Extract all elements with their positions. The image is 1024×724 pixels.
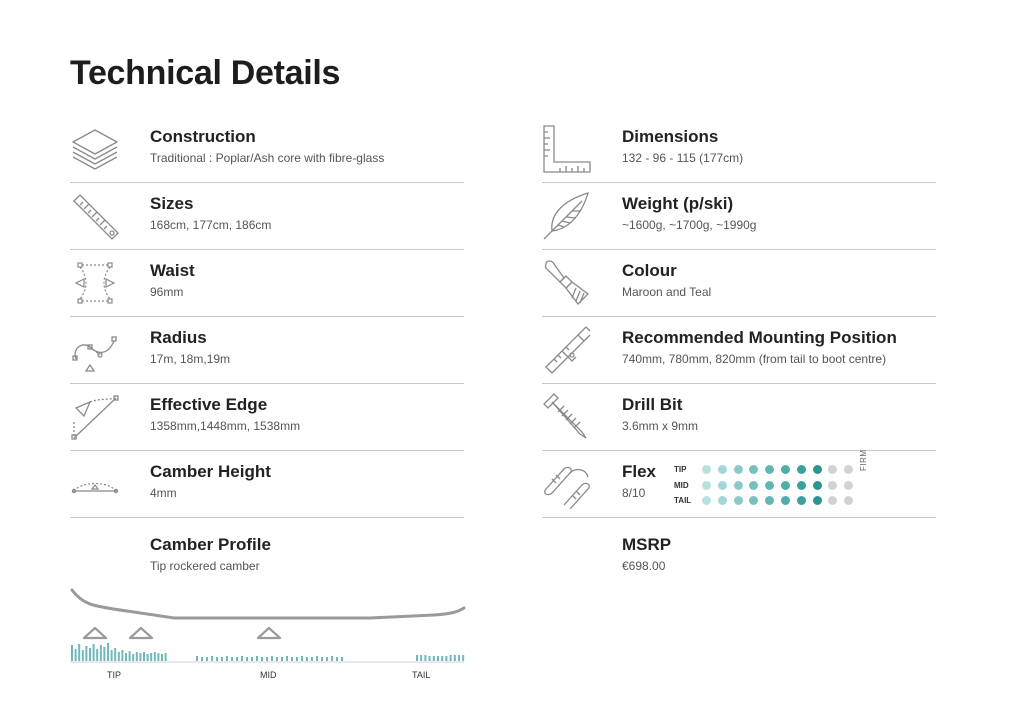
profile-zone-label: TIP (107, 670, 122, 680)
flex-bar (196, 656, 198, 661)
feather-icon (542, 191, 592, 241)
flex-dot-filled (813, 481, 822, 490)
ski-profile-line (72, 590, 464, 618)
flex-bar (82, 650, 84, 661)
flex-bar (281, 657, 283, 661)
spec-label: Camber Height (150, 462, 271, 481)
flex-bar (266, 657, 268, 661)
spec-row-flex (542, 451, 936, 518)
flex-bar (291, 657, 293, 661)
flex-bar (93, 644, 95, 661)
flex-dot-filled (749, 481, 758, 490)
spec-value: Traditional : Poplar/Ash core with fibre-glass (150, 151, 385, 165)
flex-bar (201, 657, 203, 661)
flex-row-mid (674, 478, 860, 494)
flex-dot-filled (765, 496, 774, 505)
edge-icon (70, 392, 120, 442)
flex-bar (462, 655, 464, 661)
flex-dot-filled (734, 465, 743, 474)
flex-bar (433, 656, 435, 661)
msrp-value: €698.00 (622, 559, 666, 573)
camber-profile-svg (70, 586, 466, 666)
flex-bar (107, 643, 109, 661)
spec-row-effective-edge (70, 384, 464, 451)
flex-bar (341, 657, 343, 661)
flex-bar (236, 657, 238, 661)
spec-row-dimensions (542, 116, 936, 183)
flex-zone-label: TAIL (674, 496, 692, 506)
flex-zone-label: MID (674, 480, 689, 490)
flex-dot-filled (813, 465, 822, 474)
flex-bar (154, 652, 156, 661)
contact-point-marker (130, 628, 152, 638)
ruler-icon (70, 191, 120, 241)
flex-bar (450, 655, 452, 661)
specs-left-column (70, 116, 464, 518)
flex-dot-empty (828, 481, 837, 490)
spec-label: Dimensions (622, 127, 719, 146)
paintbrush-icon (542, 258, 592, 308)
flex-bar (251, 657, 253, 661)
flex-bar (458, 655, 460, 661)
flex-bar (424, 655, 426, 661)
flex-bar (420, 655, 422, 661)
caliper-icon (542, 325, 592, 375)
camber-icon (70, 459, 120, 509)
flex-bar (103, 647, 105, 661)
flex-bar (331, 656, 333, 661)
flex-bar (211, 656, 213, 661)
flex-bar (316, 656, 318, 661)
flex-bar (71, 645, 73, 661)
flex-dot-filled (734, 481, 743, 490)
flex-bar (125, 653, 127, 661)
curve-icon (70, 325, 120, 375)
flex-bar (326, 657, 328, 661)
flex-dot-filled (781, 481, 790, 490)
msrp-label: MSRP (622, 535, 672, 554)
flex-bars-group (71, 643, 464, 661)
flex-bar (429, 656, 431, 661)
flex-bar (261, 657, 263, 661)
flex-bar (231, 657, 233, 661)
spec-value: ~1600g, ~1700g, ~1990g (622, 218, 757, 232)
flex-dot-filled (797, 465, 806, 474)
spec-value: 3.6mm x 9mm (622, 419, 699, 433)
flex-dot-filled (765, 481, 774, 490)
flex-dot-filled (765, 465, 774, 474)
flex-bar (150, 653, 152, 661)
flex-bar (445, 656, 447, 661)
flex-bar (321, 657, 323, 661)
layers-icon (70, 124, 120, 174)
spec-row-mounting-position (542, 317, 936, 384)
camber-profile-diagram (70, 586, 466, 682)
flex-bar (246, 657, 248, 661)
flex-bar (132, 654, 134, 661)
flex-dot-empty (828, 465, 837, 474)
spec-label: Weight (p/ski) (622, 194, 734, 213)
flex-bar (221, 657, 223, 661)
flex-bar (100, 645, 102, 661)
flex-bar (454, 655, 456, 661)
flex-bar (121, 650, 123, 661)
flex-dot-filled (734, 496, 743, 505)
spec-value: 168cm, 177cm, 186cm (150, 218, 272, 232)
flex-bar (75, 649, 77, 661)
flex-bar (416, 655, 418, 661)
flex-dot-empty (844, 465, 853, 474)
spec-value: 4mm (150, 486, 177, 500)
flex-row-tail (674, 493, 860, 509)
flex-bar (139, 653, 141, 661)
flex-bar (143, 652, 145, 661)
spec-value: 132 - 96 - 115 (177cm) (622, 151, 744, 165)
spec-value: Maroon and Teal (622, 285, 712, 299)
spec-row-weight (542, 183, 936, 250)
grip-trainer-icon (542, 459, 592, 509)
flex-dot-filled (702, 481, 711, 490)
flex-dot-filled (781, 496, 790, 505)
profile-zone-label: TAIL (412, 670, 431, 680)
spec-label: Colour (622, 261, 677, 280)
flex-dot-filled (749, 465, 758, 474)
flex-bar (85, 646, 87, 661)
flex-bar (216, 657, 218, 661)
flex-bar (306, 657, 308, 661)
flex-bar (226, 656, 228, 661)
flex-dot-filled (702, 496, 711, 505)
flex-dot-filled (718, 465, 727, 474)
spec-row-radius (70, 317, 464, 384)
specs-right-column (542, 116, 936, 518)
flex-bar (441, 656, 443, 661)
flex-bar (256, 656, 258, 661)
waist-icon (70, 258, 120, 308)
spec-value: 8/10 (622, 486, 646, 500)
spec-row-waist (70, 250, 464, 317)
flex-bar (118, 652, 120, 661)
contact-point-marker (258, 628, 280, 638)
flex-bar (206, 657, 208, 661)
flex-dot-filled (749, 496, 758, 505)
flex-dot-filled (718, 481, 727, 490)
spec-label: Construction (150, 127, 256, 146)
flex-bar (161, 654, 163, 661)
flex-bar (78, 644, 80, 661)
spec-row-sizes (70, 183, 464, 250)
flex-bar (111, 650, 113, 661)
flex-bar (129, 651, 131, 661)
flex-end-label: FIRM (859, 449, 868, 471)
flex-bar (276, 657, 278, 661)
flex-bar (241, 656, 243, 661)
spec-label: Radius (150, 328, 207, 347)
spec-label: Recommended Mounting Position (622, 328, 897, 347)
flex-bar (437, 656, 439, 661)
spec-label: Waist (150, 261, 195, 280)
spec-value: 17m, 18m,19m (150, 352, 231, 366)
flex-bar (301, 656, 303, 661)
flex-bar (296, 657, 298, 661)
profile-zone-label: MID (260, 670, 277, 680)
flex-dot-empty (844, 496, 853, 505)
flex-bar (311, 657, 313, 661)
spec-label: Effective Edge (150, 395, 268, 414)
spec-row-colour (542, 250, 936, 317)
flex-dot-filled (797, 496, 806, 505)
spec-value: 1358mm,1448mm, 1538mm (150, 419, 301, 433)
flex-dot-filled (702, 465, 711, 474)
spec-row-camber-height (70, 451, 464, 518)
spec-label: Camber Profile (150, 535, 271, 554)
set-square-icon (542, 124, 592, 174)
flex-bar (336, 657, 338, 661)
flex-zone-label: TIP (674, 465, 687, 475)
flex-bar (157, 653, 159, 661)
flex-rating-grid (674, 462, 860, 509)
spec-value: 96mm (150, 285, 184, 299)
flex-bar (136, 652, 138, 661)
spec-value: Tip rockered camber (150, 559, 260, 573)
spec-label: Drill Bit (622, 395, 683, 414)
spec-label: Flex (622, 462, 657, 481)
flex-dot-filled (813, 496, 822, 505)
flex-dot-empty (844, 481, 853, 490)
flex-bar (89, 648, 91, 661)
flex-dot-empty (828, 496, 837, 505)
spec-label: Sizes (150, 194, 194, 213)
contact-point-marker (84, 628, 106, 638)
flex-dot-filled (781, 465, 790, 474)
screw-icon (542, 392, 592, 442)
spec-row-construction (70, 116, 464, 183)
flex-bar (147, 654, 149, 661)
flex-dot-filled (797, 481, 806, 490)
flex-bar (96, 649, 98, 661)
flex-dot-filled (718, 496, 727, 505)
spec-value: 740mm, 780mm, 820mm (from tail to boot centre) (622, 352, 887, 366)
flex-bar (271, 656, 273, 661)
flex-row-tip (674, 462, 860, 478)
flex-bar (286, 656, 288, 661)
spec-row-drill-bit (542, 384, 936, 451)
flex-bar (114, 648, 116, 661)
flex-bar (165, 653, 167, 661)
page-title: Technical Details (70, 54, 341, 92)
